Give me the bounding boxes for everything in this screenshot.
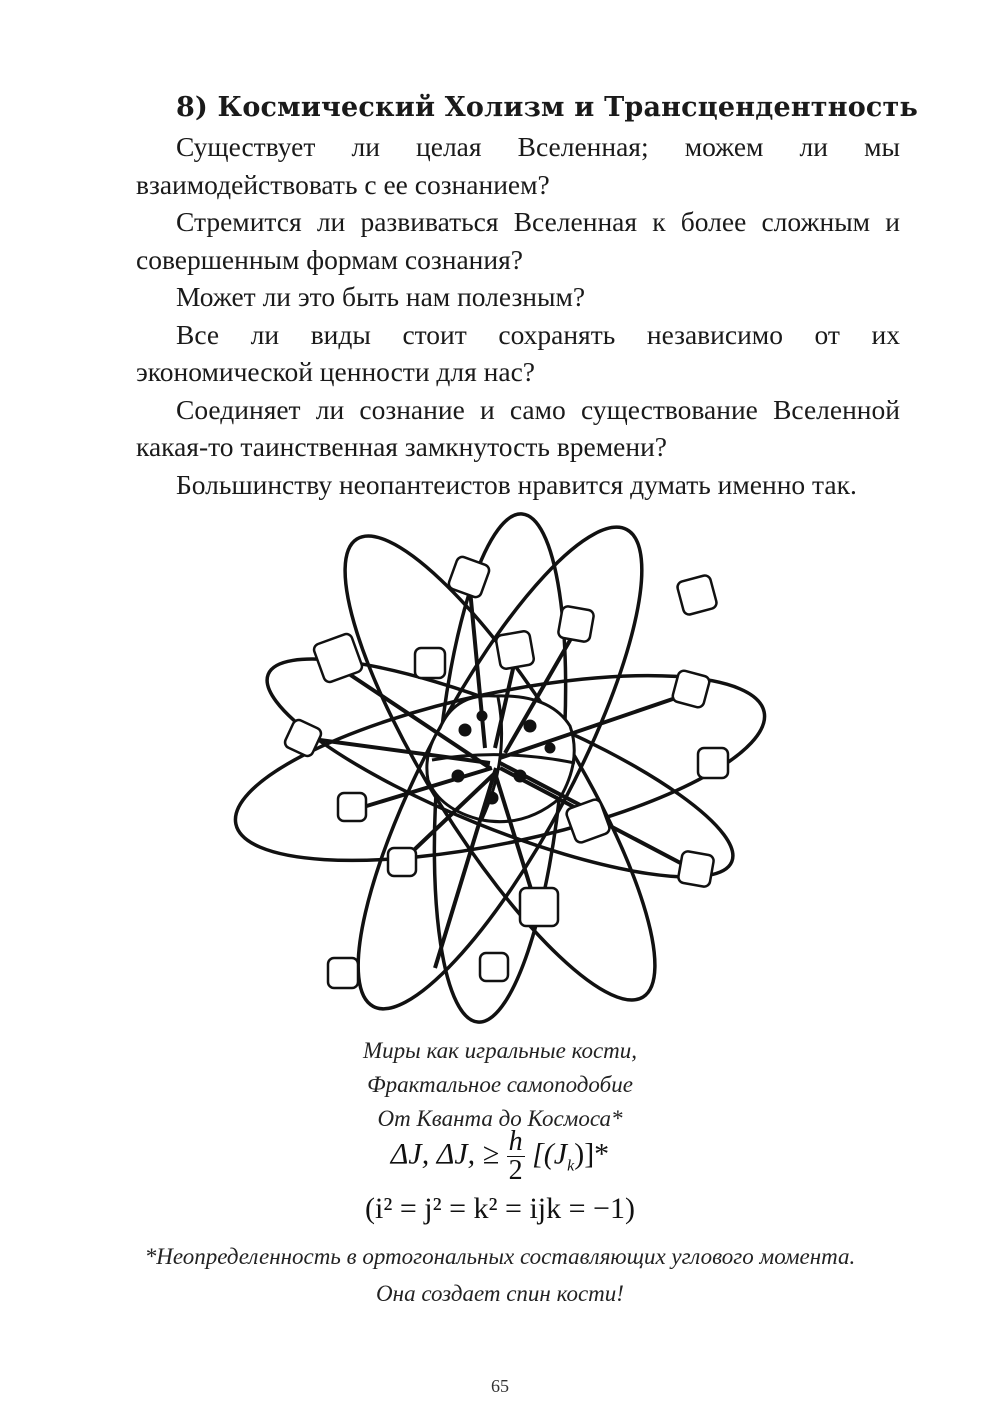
formula-left: ΔJ, ΔJ, ≥	[390, 1137, 500, 1171]
formula-fraction	[507, 1128, 525, 1185]
caption-line-2: Фрактальное самоподобие	[367, 1072, 633, 1097]
paragraph-1: Существует ли целая Вселенная; можем ли мы взаимодействовать с ее сознанием?	[136, 131, 900, 200]
figure-caption	[0, 1034, 1000, 1136]
caption-line-1: Миры как игральные кости,	[362, 1038, 638, 1063]
paragraph-2: Стремится ли развиваться Вселенная к более сложным и совершенным формам сознания?	[136, 206, 900, 275]
formula-right: [(J	[532, 1137, 568, 1171]
body-text	[136, 128, 900, 503]
footnote-line-1: *Неопределенность в ортогональных составляющих углового момента.	[144, 1244, 856, 1269]
section-heading: 8) Космический Холизм и Трансцендентность	[176, 92, 918, 123]
fraction-numerator: h	[508, 1126, 523, 1157]
paragraph-5: Соединяет ли сознание и само существование Вселенной какая-то таинственная замкнутость времени?	[136, 393, 900, 462]
paragraph-3: Может ли это быть нам полезным?	[176, 281, 586, 312]
atom-dice-illustration	[220, 498, 780, 1028]
footnote-line-2: Она создает спин кости!	[376, 1281, 624, 1306]
footnote	[0, 1238, 1000, 1312]
uncertainty-formula	[0, 1128, 1000, 1185]
paragraph-4: Все ли виды стоит сохранять независимо от их экономической ценности для нас?	[136, 318, 900, 387]
formula-closing: )]*	[574, 1137, 610, 1171]
quaternion-formula: (i² = j² = k² = ijk = −1)	[365, 1192, 635, 1225]
paragraph-6: Большинству неопантеистов нравится думать именно так.	[176, 468, 857, 500]
page-number: 65	[491, 1376, 509, 1396]
caption-line-3: От Кванта до Космоса*	[377, 1106, 623, 1131]
fraction-denominator: 2	[508, 1155, 523, 1186]
formula-subscript: k	[567, 1157, 575, 1175]
